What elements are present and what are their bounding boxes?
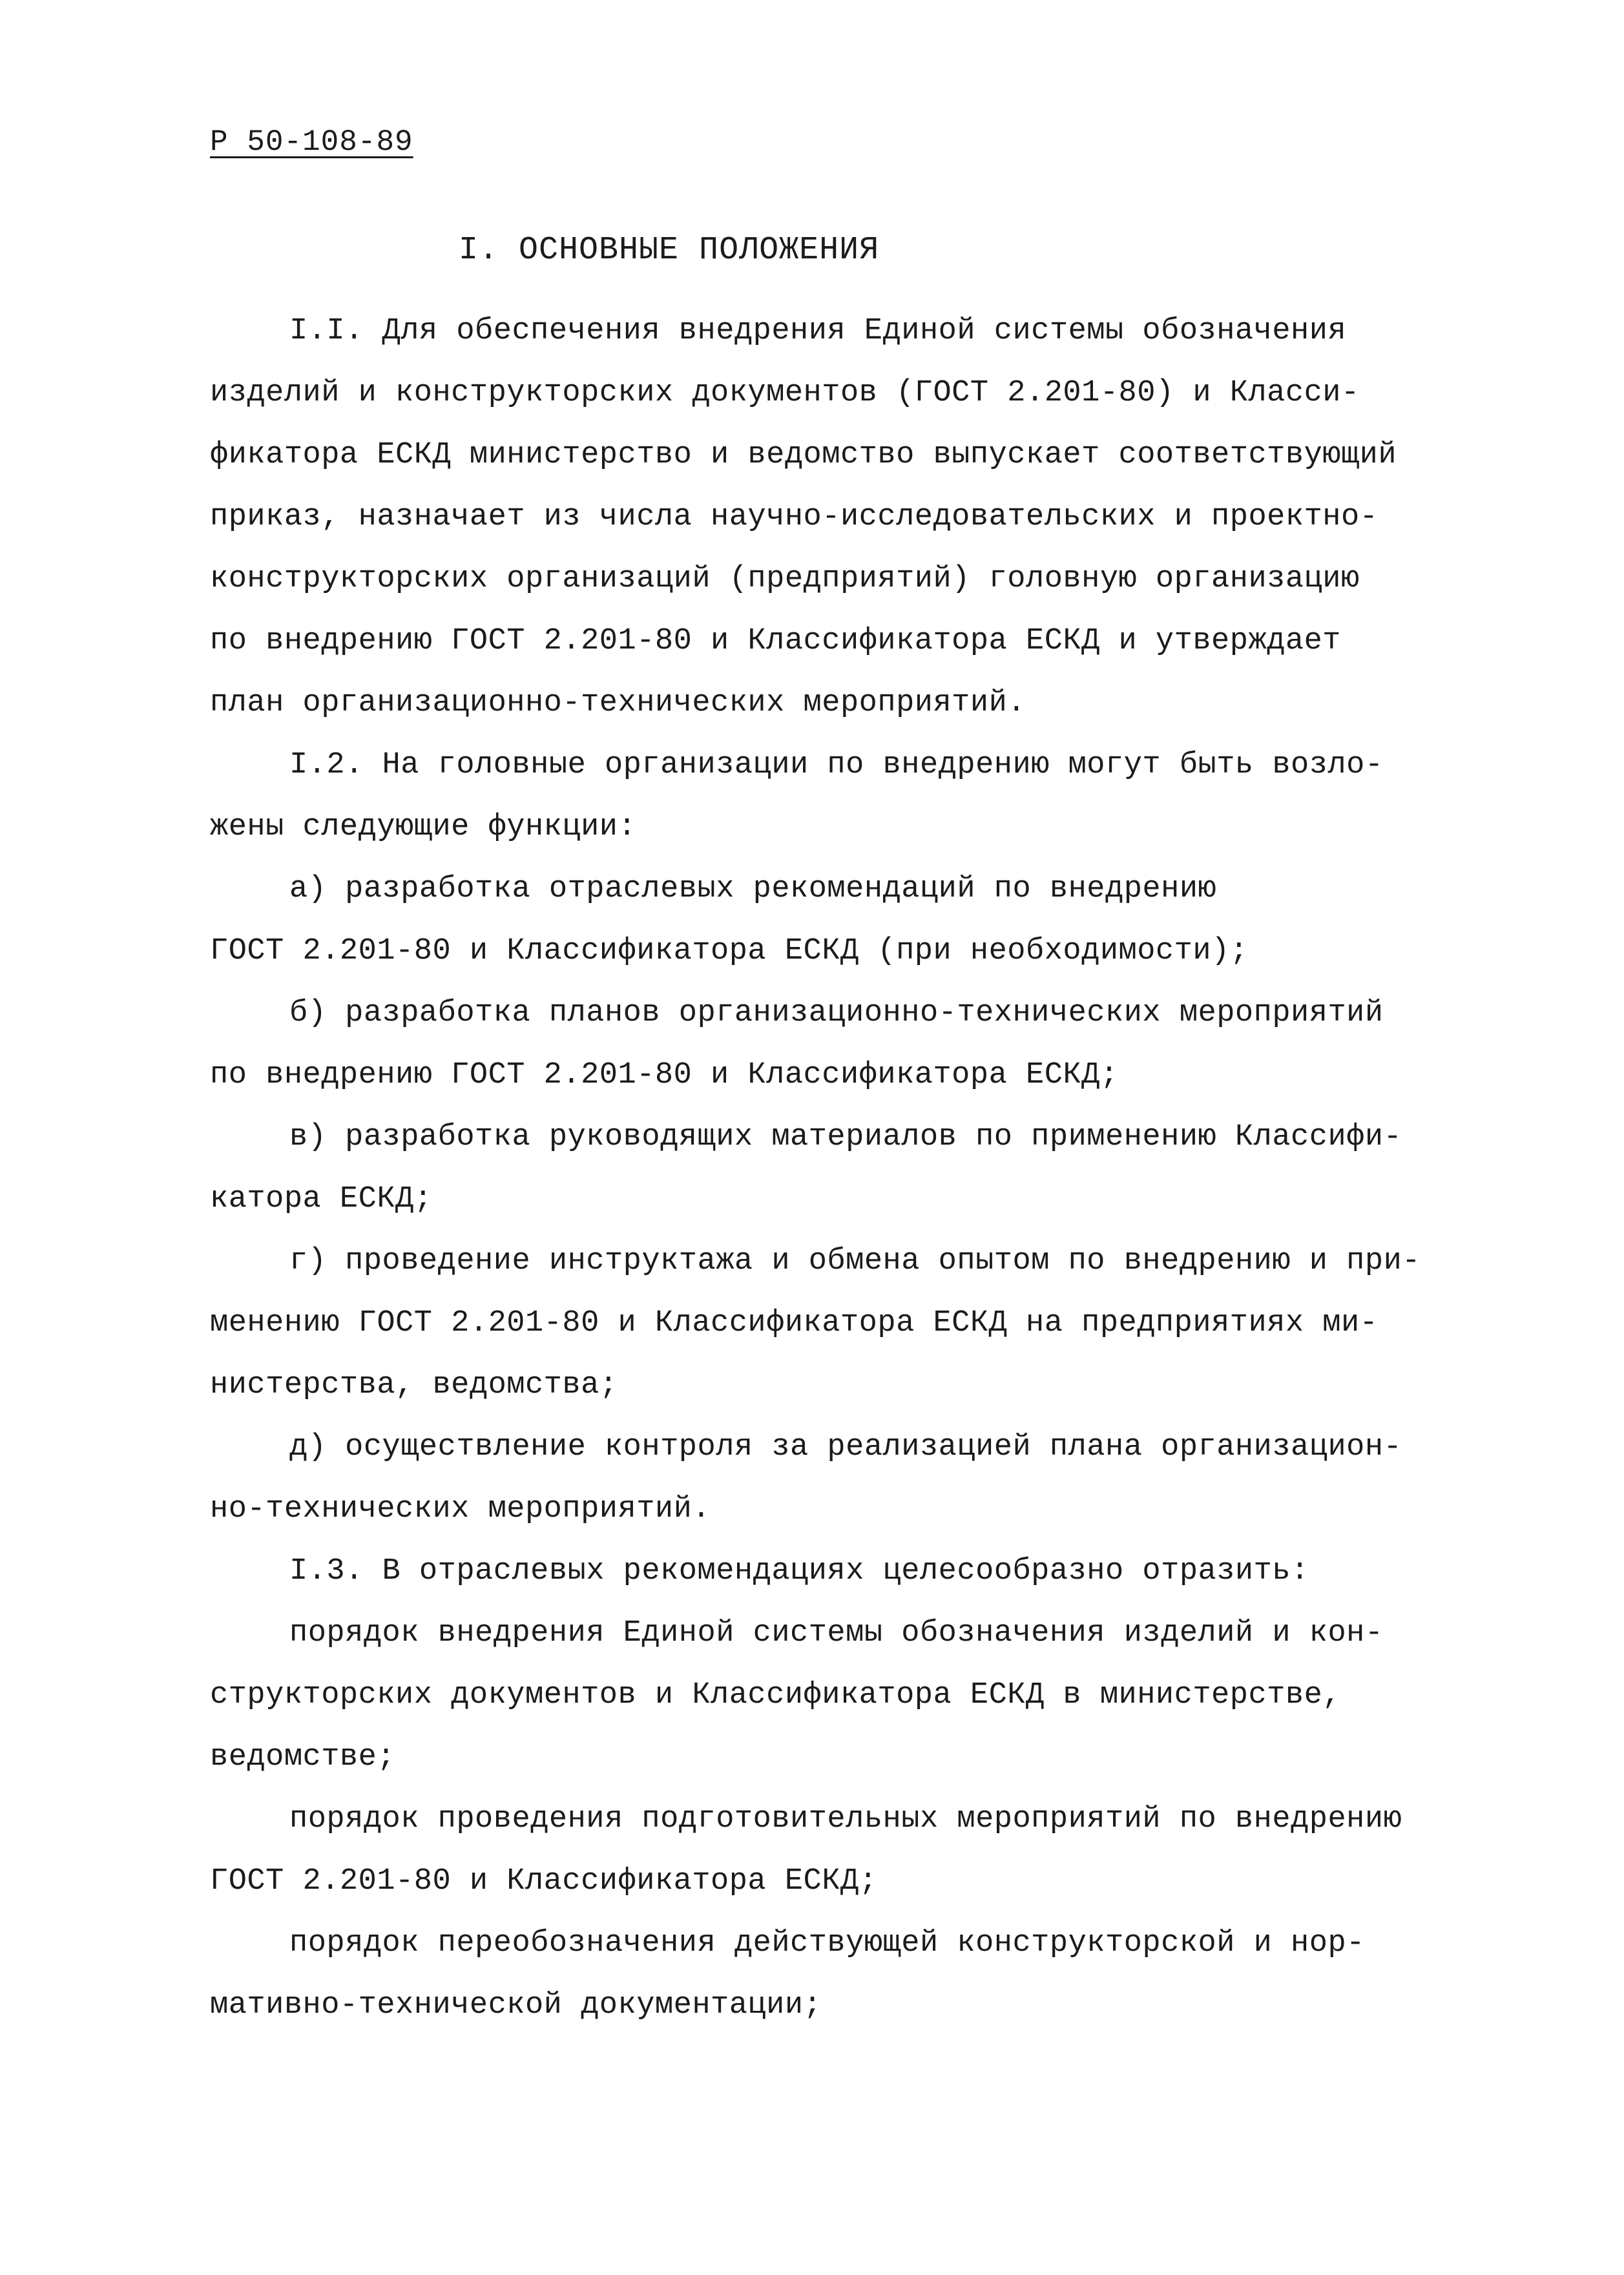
paragraph-1-1-line-7: план организационно-технических мероприятий. [210,686,1026,720]
list-item-g-line-2: менению ГОСТ 2.201-80 и Классификатора ЕСКД на предприятиях ми- [210,1306,1379,1340]
list-item-d-line-2: но-технических мероприятий. [210,1492,711,1526]
list-item-a-line-1: а) разработка отраслевых рекомендаций по внедрению [289,872,1217,906]
list-item-d-line-1: д) осуществление контроля за реализацией плана организацион- [289,1430,1402,1464]
list-item-v-line-1: в) разработка руководящих материалов по применению Классифи- [289,1120,1402,1154]
list-item-b-line-1: б) разработка планов организационно-технических мероприятий [289,996,1384,1030]
list-item-g-line-3: нистерства, ведомства; [210,1368,618,1402]
paragraph-1-2-line-1: I.2. На головные организации по внедрению могут быть возло- [289,748,1384,782]
list-item-g-line-1: г) проведение инструктажа и обмена опытом по внедрению и при- [289,1244,1421,1278]
paragraph-1-3-item-1-line-1: порядок внедрения Единой системы обозначения изделий и кон- [289,1616,1384,1650]
paragraph-1-2-line-2: жены следующие функции: [210,810,637,844]
list-item-b-line-2: по внедрению ГОСТ 2.201-80 и Классификатора ЕСКД; [210,1058,1119,1092]
paragraph-1-3-item-3-line-1: порядок переобозначения действующей конструкторской и нор- [289,1926,1365,1960]
document-code: Р 50-108-89 [210,125,413,159]
paragraph-1-1-line-2: изделий и конструкторских документов (ГОСТ 2.201-80) и Класси- [210,376,1360,410]
list-item-v-line-2: катора ЕСКД; [210,1182,433,1216]
paragraph-1-1-line-4: приказ, назначает из числа научно-исследовательских и проектно- [210,500,1379,534]
paragraph-1-1-line-3: фикатора ЕСКД министерство и ведомство выпускает соответствующий [210,438,1397,472]
paragraph-1-3-item-1-line-3: ведомстве; [210,1740,396,1774]
paragraph-1-3-item-3-line-2: мативно-технической документации; [210,1988,822,2022]
paragraph-1-3-item-2-line-1: порядок проведения подготовительных мероприятий по внедрению [289,1802,1402,1836]
paragraph-1-3-item-2-line-2: ГОСТ 2.201-80 и Классификатора ЕСКД; [210,1864,878,1898]
list-item-a-line-2: ГОСТ 2.201-80 и Классификатора ЕСКД (при необходимости); [210,934,1249,968]
paragraph-1-3-item-1-line-2: структорских документов и Классификатора ЕСКД в министерстве, [210,1678,1341,1712]
paragraph-1-3-line-1: I.3. В отраслевых рекомендациях целесообразно отразить: [289,1554,1309,1588]
paragraph-1-1-line-5: конструкторских организаций (предприятий) головную организацию [210,562,1360,596]
paragraph-1-1-line-6: по внедрению ГОСТ 2.201-80 и Классификатора ЕСКД и утверждает [210,624,1341,658]
section-title: I. ОСНОВНЫЕ ПОЛОЖЕНИЯ [459,232,880,269]
paragraph-1-1-line-1: I.I. Для обеспечения внедрения Единой системы обозначения [289,314,1347,348]
